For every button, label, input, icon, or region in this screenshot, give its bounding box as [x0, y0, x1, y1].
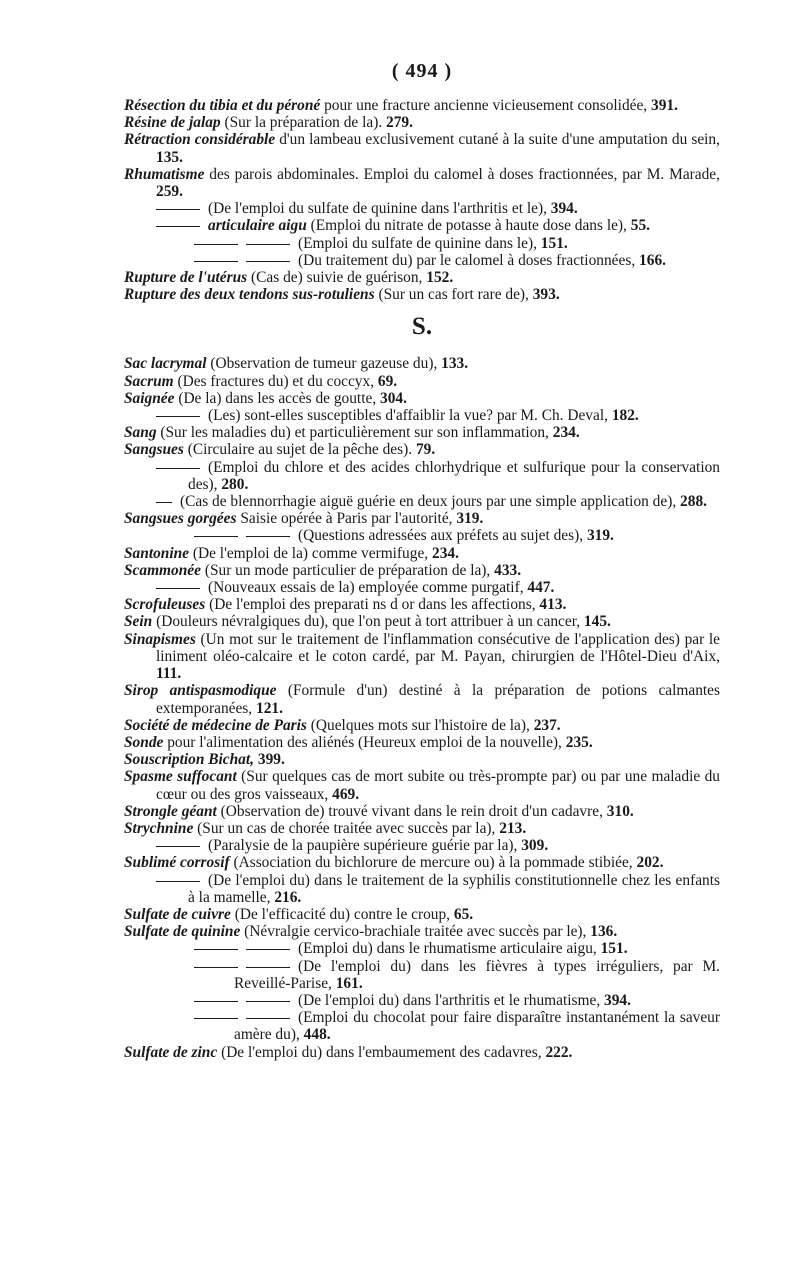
index-entry [124, 820, 720, 837]
entry-text: (De l'emploi du) dans l'arthritis et le rhumatisme, [298, 991, 601, 1009]
entry-page-ref: 288. [680, 493, 707, 511]
entry-text: (De l'emploi du) dans les fièvres à types irréguliers, par M. Reveillé-Parise, [234, 957, 720, 992]
page-number: ( 494 ) [391, 60, 453, 82]
index-entry [124, 613, 720, 630]
entry-text: (Sur un cas de chorée traitée avec succès par la), [197, 819, 496, 837]
index-entry [124, 131, 720, 165]
ditto-dash [156, 468, 200, 469]
index-entry [124, 390, 720, 407]
entry-page-ref: 136. [590, 923, 618, 941]
entry-heading: Santonine [124, 544, 190, 562]
entry-text: (Formule d'un) destiné à la préparation de potions calmantes extemporanées, [156, 682, 720, 717]
ditto-dash [194, 949, 238, 950]
entry-page-ref: 216. [274, 888, 302, 906]
entry-heading: Sinapismes [124, 630, 196, 648]
entry-page-ref: 234. [552, 424, 580, 442]
entry-page-ref: 145. [583, 613, 611, 631]
entry-page-ref: 161. [335, 974, 363, 992]
entry-text: (De l'emploi du sulfate de quinine dans l'arthritis et le), [208, 200, 547, 218]
entry-text: (Observation de) trouvé vivant dans le rein droit d'un cadavre, [220, 802, 603, 820]
entry-text: (De l'emploi des preparati ns d or dans les affections, [209, 596, 536, 614]
entry-text: (Des fractures du) et du coccyx, [177, 372, 375, 390]
entry-text: (Emploi du chlore et des acides chlorhydrique et sulfurique pour la conservation des), [188, 458, 720, 493]
entry-heading: articulaire aigu [208, 217, 307, 235]
ditto-dash [246, 536, 290, 537]
entry-page-ref: 399. [257, 751, 285, 769]
ditto-dash [246, 1018, 290, 1019]
index-entry [124, 940, 720, 957]
entry-heading: Souscription Bichat, [124, 751, 255, 769]
entry-page-ref: 237. [533, 716, 561, 734]
entry-text: (Sur les maladies du) et particulièrement sur son inflammation, [160, 424, 549, 442]
entry-page-ref: 235. [565, 733, 593, 751]
entry-page-ref: 151. [540, 234, 568, 252]
entry-text: (De l'efficacité du) contre le croup, [234, 905, 451, 923]
entry-page-ref: 135. [156, 148, 183, 166]
index-entry [124, 527, 720, 544]
ditto-dash [156, 209, 200, 210]
ditto-dash [194, 536, 238, 537]
index-entry [124, 373, 720, 390]
entry-heading: Sac lacrymal [124, 355, 207, 373]
entry-heading: Rupture des deux tendons sus-rotuliens [124, 286, 375, 304]
entry-text: (De l'emploi de la) comme vermifuge, [192, 544, 429, 562]
entry-text: (Emploi du chocolat pour faire disparaître instantanément la saveur amère du), [234, 1009, 720, 1044]
entry-heading: Scrofuleuses [124, 596, 206, 614]
entry-text: (Nouveaux essais de la) employée comme purgatif, [208, 579, 524, 597]
entry-heading: Rupture de l'utérus [124, 269, 248, 287]
index-entry [124, 854, 720, 871]
entry-page-ref: 280. [221, 475, 249, 493]
index-entry [124, 717, 720, 734]
ditto-dash [156, 588, 200, 589]
index-entry [124, 97, 720, 114]
entry-text: (Quelques mots sur l'histoire de la), [310, 716, 530, 734]
index-entry [124, 923, 720, 940]
ditto-dash [156, 226, 200, 227]
ditto-dash [194, 1001, 238, 1002]
entry-page-ref: 151. [600, 940, 628, 958]
index-entry [124, 768, 720, 802]
index-entry [124, 269, 720, 286]
entry-page-ref: 393. [532, 286, 560, 304]
index-entry [124, 579, 720, 596]
index-entry [124, 493, 720, 510]
entry-text: (Paralysie de la paupière supérieure guérie par la), [208, 837, 518, 855]
entries-r [124, 97, 720, 303]
entry-heading: Strychnine [124, 819, 194, 837]
index-entry [124, 166, 720, 200]
entry-text: (Emploi du) dans le rhumatisme articulaire aigu, [298, 940, 597, 958]
entry-text: d'un lambeau exclusivement cutané à la suite d'une amputation du sein, [279, 131, 720, 149]
index-entry [124, 441, 720, 458]
entry-page-ref: 152. [426, 269, 454, 287]
entry-text: (Cas de) suivie de guérison, [251, 269, 423, 287]
entry-text: (Sur quelques cas de mort subite ou très-prompte par) ou par une maladie du cœur ou des gros vaisseaux, [156, 768, 720, 803]
entry-heading: Sulfate de quinine [124, 923, 241, 941]
index-entry [124, 751, 720, 768]
entry-text: pour l'alimentation des aliénés (Heureux emploi de la nouvelle), [167, 733, 562, 751]
entry-page-ref: 433. [494, 561, 522, 579]
index-entry [124, 958, 720, 992]
entry-page-ref: 121. [256, 699, 283, 717]
index-entry [124, 545, 720, 562]
section-letter: S. [411, 313, 433, 341]
entry-text: (Les) sont-elles susceptibles d'affaiblir la vue? par M. Ch. Deval, [208, 407, 608, 425]
index-entry [124, 1009, 720, 1043]
entry-text: (Emploi du sulfate de quinine dans le), [298, 234, 537, 252]
ditto-dash [156, 881, 200, 882]
entry-text: (Observation de tumeur gazeuse du), [210, 355, 438, 373]
entry-heading: Saignée [124, 389, 175, 407]
entry-text: Saisie opérée à Paris par l'autorité, [240, 510, 453, 528]
entry-page-ref: 166. [639, 251, 666, 269]
ditto-dash [194, 1018, 238, 1019]
entry-heading: Résection du tibia et du péroné [124, 97, 321, 114]
entry-page-ref: 394. [550, 200, 578, 218]
index-entry [124, 424, 720, 441]
index-entry [124, 562, 720, 579]
entry-text: (Douleurs névralgiques du), que l'on peut à tort attribuer à un cancer, [156, 613, 581, 631]
entry-page-ref: 391. [651, 97, 678, 114]
index-entry [124, 1044, 720, 1061]
entry-heading: Rhumatisme [124, 165, 205, 183]
ditto-dash [194, 244, 238, 245]
index-entry [124, 837, 720, 854]
ditto-dash [246, 244, 290, 245]
entry-text: (Cas de blennorrhagie aiguë guérie en deux jours par une simple application de), [180, 493, 677, 511]
index-entry [124, 872, 720, 906]
entry-text: (De l'emploi du) dans le traitement de la syphilis constitutionnelle chez les enfants à la mamelle, [188, 871, 720, 906]
entry-heading: Sulfate de cuivre [124, 905, 231, 923]
entry-text: (Du traitement du) par le calomel à doses fractionnées, [298, 251, 636, 269]
entry-heading: Rétraction considérable [124, 131, 276, 149]
index-entry [124, 631, 720, 683]
entry-heading: Sublimé corrosif [124, 854, 230, 872]
index-entry [124, 235, 720, 252]
entry-text: des parois abdominales. Emploi du calomel à doses fractionnées, par M. Marade, [209, 165, 720, 183]
entry-page-ref: 111. [156, 665, 182, 683]
entry-page-ref: 79. [415, 441, 436, 459]
index-entry [124, 803, 720, 820]
entry-text: pour une fracture ancienne vicieusement consolidée, [324, 97, 648, 114]
entry-heading: Résine de jalap [124, 114, 221, 132]
entry-text: (Sur un cas fort rare de), [378, 286, 529, 304]
entry-page-ref: 55. [630, 217, 651, 235]
index-entry [124, 682, 720, 716]
entry-text: (Questions adressées aux préfets au sujet des), [298, 527, 584, 545]
index-entry [124, 200, 720, 217]
entry-heading: Spasme suffocant [124, 768, 237, 786]
ditto-dash [194, 261, 238, 262]
entry-page-ref: 304. [380, 389, 407, 407]
ditto-dash [156, 846, 200, 847]
ditto-dash [246, 967, 290, 968]
entry-heading: Société de médecine de Paris [124, 716, 307, 734]
index-entry [124, 992, 720, 1009]
ditto-dash [246, 949, 290, 950]
ditto-dash [246, 261, 290, 262]
index-entry [124, 252, 720, 269]
entry-heading: Strongle géant [124, 802, 217, 820]
entry-page-ref: 448. [303, 1026, 331, 1044]
entry-page-ref: 133. [441, 355, 469, 373]
entry-heading: Sang [124, 424, 157, 442]
entry-text: (De la) dans les accès de goutte, [178, 389, 377, 407]
entry-heading: Sangsues [124, 441, 184, 459]
entry-page-ref: 394. [604, 991, 631, 1009]
entry-page-ref: 309. [521, 837, 549, 855]
index-entry [124, 596, 720, 613]
entry-page-ref: 234. [432, 544, 459, 562]
entry-heading: Scammonée [124, 561, 201, 579]
entry-text: (Un mot sur le traitement de l'inflammation consécutive de l'application des) par le liniment oléo-calcaire et le coton cardé, par M. Payan, chirurgien de l'Hôtel-Dieu d'Aix, [156, 630, 720, 665]
index-entry [124, 407, 720, 424]
ditto-dash [156, 416, 200, 417]
entry-page-ref: 222. [545, 1043, 573, 1061]
entry-heading: Sulfate de zinc [124, 1043, 218, 1061]
ditto-dash [246, 1001, 290, 1002]
entry-text: (Névralgie cervico-brachiale traitée avec succès par le), [244, 923, 587, 941]
index-entry [124, 459, 720, 493]
entry-heading: Sein [124, 613, 153, 631]
entry-text: (Sur un mode particulier de préparation de la), [204, 561, 491, 579]
index-entry [124, 510, 720, 527]
entry-heading: Sonde [124, 733, 164, 751]
entry-page-ref: 279. [386, 114, 413, 132]
entry-text: (Emploi du nitrate de potasse à haute dose dans le), [310, 217, 627, 235]
entry-page-ref: 213. [499, 819, 527, 837]
index-entry [124, 906, 720, 923]
entry-page-ref: 413. [539, 596, 567, 614]
entry-text: (Circulaire au sujet de la pêche des). [187, 441, 413, 459]
entry-page-ref: 310. [606, 802, 634, 820]
entry-page-ref: 65. [453, 905, 474, 923]
entry-page-ref: 182. [611, 407, 639, 425]
entry-page-ref: 319. [586, 527, 614, 545]
entry-heading: Sacrum [124, 372, 174, 390]
entry-page-ref: 259. [156, 183, 183, 201]
entry-page-ref: 319. [456, 510, 484, 528]
entry-text: (Association du bichlorure de mercure ou) à la pommade stibiée, [233, 854, 633, 872]
index-entry [124, 114, 720, 131]
entry-text: (De l'emploi du) dans l'embaumement des cadavres, [221, 1043, 542, 1061]
index-entry [124, 355, 720, 372]
ditto-dash [194, 967, 238, 968]
entry-page-ref: 202. [636, 854, 664, 872]
entry-page-ref: 69. [377, 372, 398, 390]
entry-text: (Sur la préparation de la). [224, 114, 383, 132]
entries-s [124, 355, 720, 1060]
index-entry [124, 734, 720, 751]
entry-page-ref: 447. [527, 579, 555, 597]
entry-page-ref: 469. [332, 785, 360, 803]
ditto-dash [156, 502, 172, 503]
entry-heading: Sangsues gorgées [124, 510, 237, 528]
index-entry [124, 217, 720, 234]
entry-heading: Sirop antispasmodique [124, 682, 277, 700]
index-entry [124, 286, 720, 303]
